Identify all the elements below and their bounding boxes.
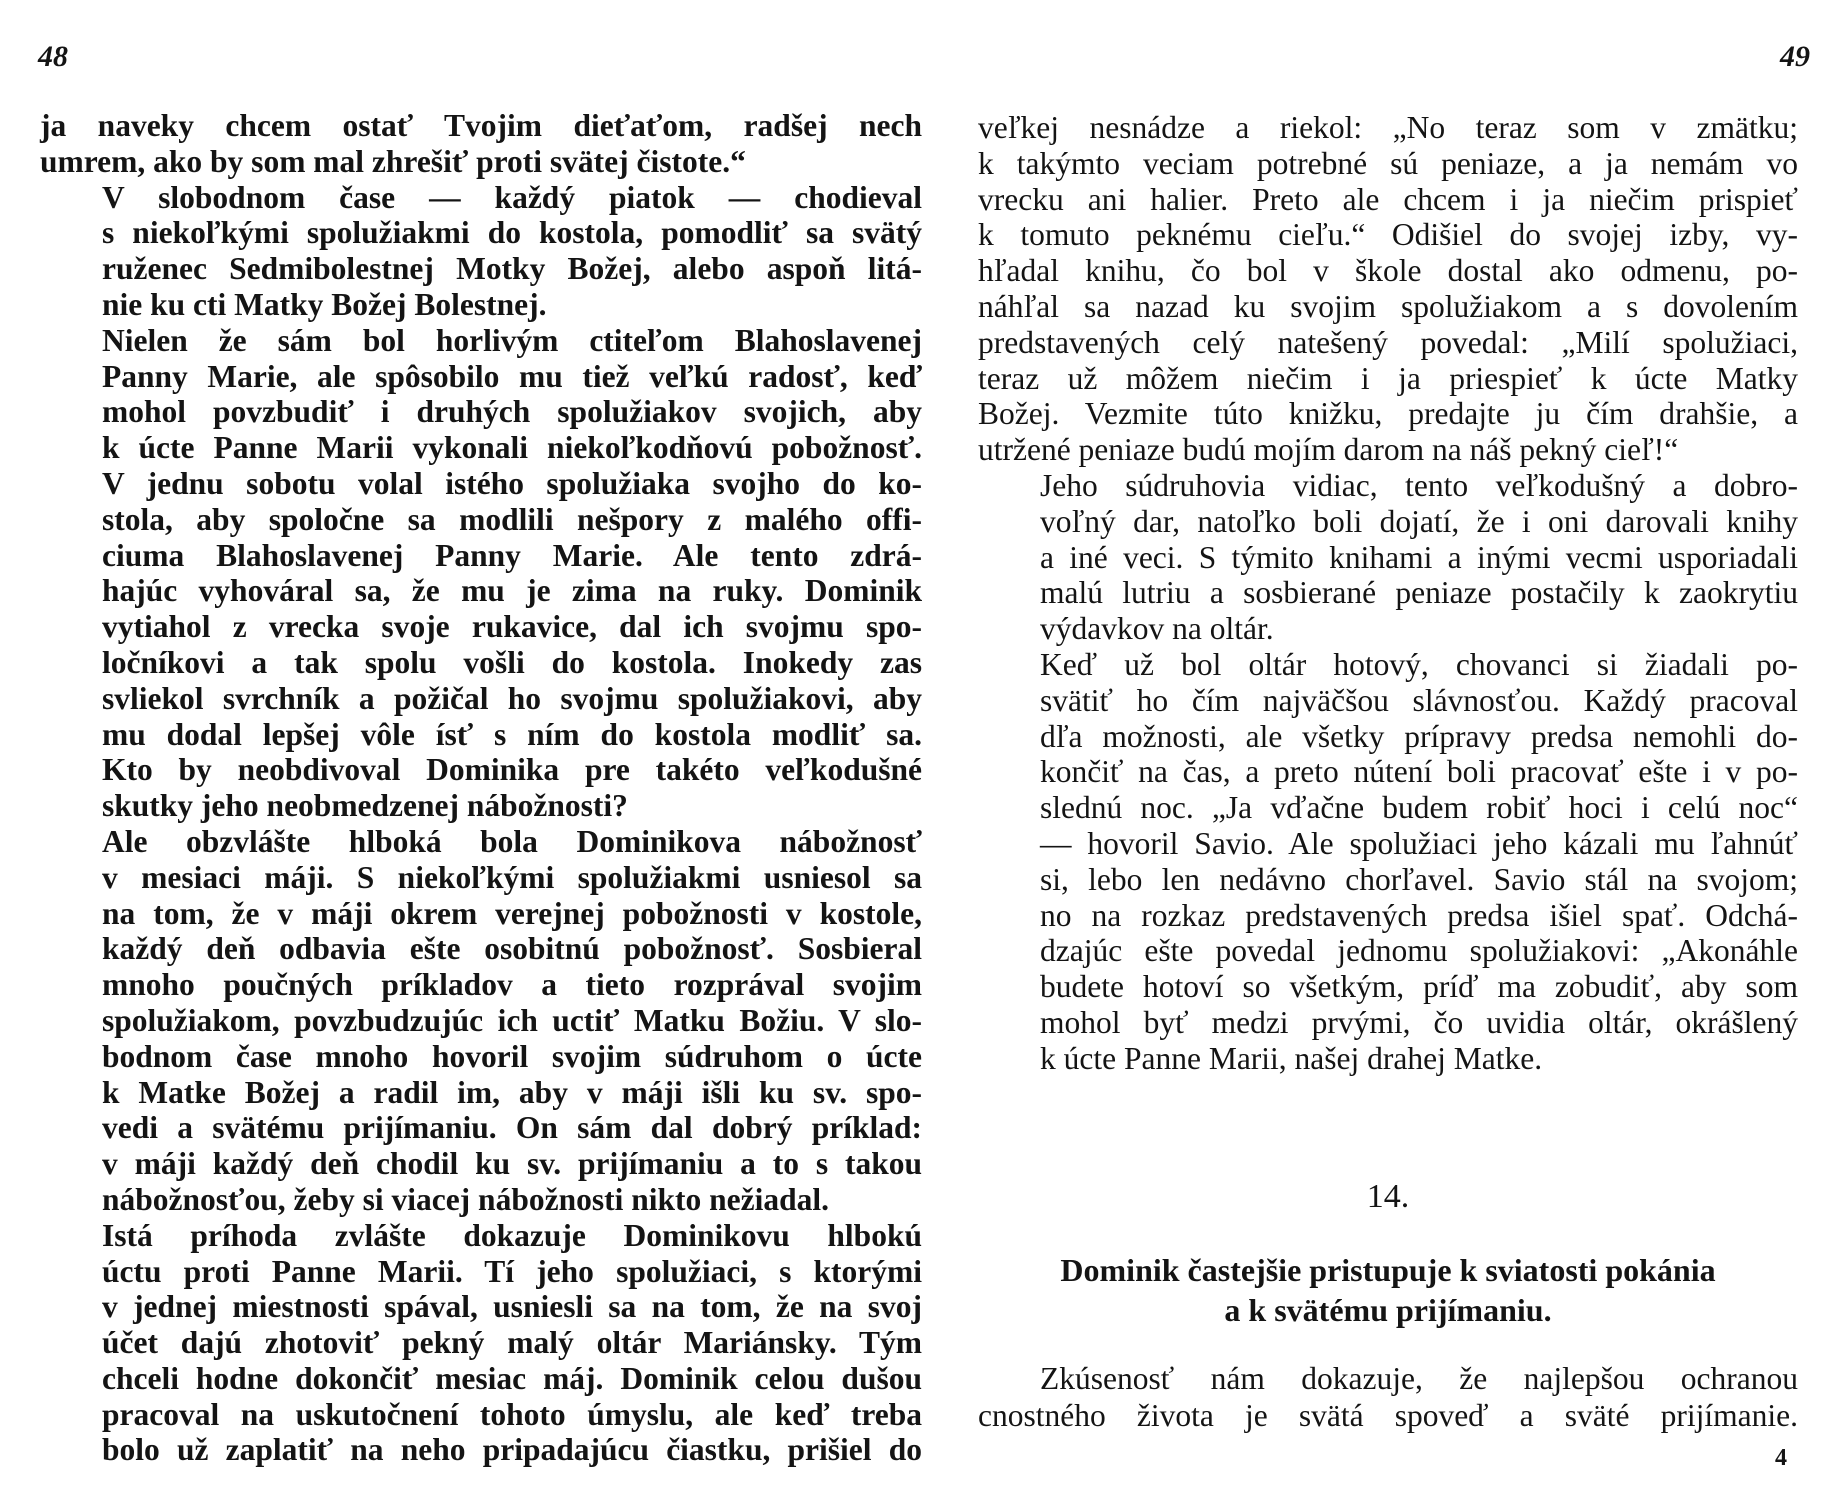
- text-line: malú lutriu a sosbierané peniaze postačily k zaokrytiu: [1040, 575, 1798, 611]
- text-line: náhľal sa nazad ku svojim spolužiakom a s dovolením: [978, 288, 1798, 324]
- text-line: Keď už bol oltár hotový, chovanci si žiadali po-: [1040, 646, 1798, 682]
- text-line: spolužiakom, povzbudzujúc ich uctiť Matku Božiu. V slo-: [102, 1002, 922, 1038]
- text-line: každý deň odbavia ešte osobitnú pobožnosť. Sosbieral: [102, 931, 922, 967]
- paragraph: [40, 323, 922, 824]
- text-line: hajúc vyhováral sa, že mu je zima na ruky. Dominik: [102, 573, 922, 609]
- text-line: svätiť ho čím najväčšou slávnosťou. Každý pracoval: [1040, 682, 1798, 718]
- text-line: Božej. Vezmite túto knižku, predajte ju čím drahšie, a: [978, 396, 1798, 432]
- text-line: Jeho súdruhovia vidiac, tento veľkodušný a dobro-: [1040, 467, 1798, 503]
- text-line: umrem, ako by som mal zhrešiť proti svätej čistote.“: [40, 143, 746, 179]
- text-line: v jednej miestnosti spával, usniesli sa na tom, že na svoj: [102, 1289, 922, 1325]
- text-line: na tom, že v máji okrem verejnej pobožnosti v kostole,: [102, 895, 922, 931]
- text-line: voľný dar, natoľko boli dojatí, že i oni darovali knihy: [1040, 503, 1798, 539]
- text-line: V jednu sobotu volal istého spolužiaka svojho do ko-: [102, 465, 922, 501]
- text-line: si, lebo len nedávno chorľavel. Savio stál na svojom;: [1040, 861, 1798, 897]
- text-line: slednú noc. „Ja vďačne budem robiť hoci i celú noc“: [1040, 790, 1798, 826]
- text-line: stola, aby spoločne sa modlili nešpory z malého offi-: [102, 501, 922, 537]
- left-page-text: [40, 108, 922, 1468]
- page-number-right: 49: [1780, 40, 1810, 73]
- paragraph: [40, 108, 922, 180]
- text-line: Panny Marie, ale spôsobilo mu tiež veľkú radosť, keď: [102, 358, 922, 394]
- text-line: s niekoľkými spolužiakmi do kostola, pomodliť sa svätý: [102, 215, 922, 251]
- text-line: bodnom čase mnoho hovoril svojim súdruhom o úcte: [102, 1038, 922, 1074]
- text-line: budete hotoví so všetkým, príď ma zobudiť, aby som: [1040, 969, 1798, 1005]
- text-line: mnoho poučných príkladov a tieto rozprával svojim: [102, 967, 922, 1003]
- text-line: k tomuto peknému cieľu.“ Odišiel do svojej izby, vy-: [978, 217, 1798, 253]
- text-line: hľadal knihu, čo bol v škole dostal ako odmenu, po-: [978, 253, 1798, 289]
- text-line: V slobodnom čase — každý piatok — chodieval: [102, 179, 922, 215]
- chapter-intro: [978, 1360, 1798, 1434]
- paragraph: [978, 468, 1798, 647]
- chapter-title: [978, 1250, 1798, 1330]
- text-line: dľa možnosti, ale všetky prípravy predsa nemohli do-: [1040, 718, 1798, 754]
- text-line: vytiahol z vrecka svoje rukavice, dal ich svojmu spo-: [102, 609, 922, 645]
- text-line: bolo už zaplatiť na neho pripadajúcu čiastku, prišiel do: [102, 1432, 922, 1468]
- text-line: pracoval na uskutočnení tohoto úmyslu, ale keď treba: [102, 1396, 922, 1432]
- text-line: predstavených celý natešený povedal: „Milí spolužiaci,: [978, 324, 1798, 360]
- text-line: mohol byť medzi prvými, čo uvidia oltár, okrášlený: [1040, 1004, 1798, 1040]
- signature-mark: 4: [1775, 1445, 1787, 1471]
- chapter-intro-line: Zkúsenosť nám dokazuje, že najlepšou ochranou: [1040, 1361, 1798, 1396]
- text-line: svliekol svrchník a požičal ho svojmu spolužiakovi, aby: [102, 680, 922, 716]
- text-line: v mesiaci máji. S niekoľkými spolužiakmi usniesol sa: [102, 859, 922, 895]
- text-line: končiť na čas, a preto nútení boli pracovať ešte i v po-: [1040, 754, 1798, 790]
- text-line: Istá príhoda zvlášte dokazuje Dominikovu hlbokú: [102, 1217, 922, 1253]
- paragraph: [40, 180, 922, 323]
- text-line: mu dodal lepšej vôle ísť s ním do kostola modliť sa.: [102, 716, 922, 752]
- text-line: ciuma Blahoslavenej Panny Marie. Ale tento zdrá-: [102, 537, 922, 573]
- text-line: vrecku ani halier. Preto ale chcem i ja niečim prispieť: [978, 181, 1798, 217]
- text-line: Kto by neobdivoval Dominika pre takéto veľkodušné: [102, 752, 922, 788]
- text-line: ruženec Sedmibolestnej Motky Božej, alebo aspoň litá-: [102, 251, 922, 287]
- chapter-title-line: a k svätému prijímaniu.: [1224, 1292, 1552, 1328]
- text-line: Ale obzvlášte hlboká bola Dominikova nábožnosť: [102, 823, 922, 859]
- paragraph: [978, 110, 1798, 468]
- text-line: dzajúc ešte povedal jednomu spolužiakovi: „Akonáhle: [1040, 933, 1798, 969]
- text-line: nábožnosťou, žeby si viacej nábožnosti nikto nežiadal.: [102, 1181, 829, 1217]
- right-page-text: [978, 110, 1798, 1077]
- text-line: účet dajú zhotoviť pekný malý oltár Mariánsky. Tým: [102, 1325, 922, 1361]
- text-line: vedi a svätému prijímaniu. On sám dal dobrý príklad:: [102, 1110, 922, 1146]
- paragraph: [978, 647, 1798, 1077]
- text-line: skutky jeho neobmedzenej nábožnosti?: [102, 788, 628, 824]
- text-line: Nielen že sám bol horlivým ctiteľom Blahoslavenej: [102, 322, 922, 358]
- text-line: výdavkov na oltár.: [1040, 611, 1274, 647]
- text-line: v máji každý deň chodil ku sv. prijímaniu a to s takou: [102, 1146, 922, 1182]
- text-line: úctu proti Panne Marii. Tí jeho spolužiaci, s ktorými: [102, 1253, 922, 1289]
- text-line: k úcte Panne Marii vykonali niekoľkodňovú pobožnosť.: [102, 430, 922, 466]
- text-line: utržené peniaze budú mojím darom na náš pekný cieľ!“: [978, 432, 1679, 468]
- text-line: k takýmto veciam potrebné sú peniaze, a ja nemám vo: [978, 145, 1798, 181]
- text-line: ja naveky chcem ostať Tvojim dieťaťom, radšej nech: [40, 108, 922, 143]
- chapter-intro-line: cnostného života je svätá spoveď a sväté prijímanie.: [978, 1398, 1798, 1433]
- page-number-left: 48: [38, 40, 68, 73]
- paragraph: [40, 1218, 922, 1469]
- text-line: teraz už môžem niečim i ja priespieť k úcte Matky: [978, 360, 1798, 396]
- text-line: veľkej nesnádze a riekol: „No teraz som v zmätku;: [978, 110, 1798, 145]
- text-line: nie ku cti Matky Božej Bolestnej.: [102, 286, 547, 322]
- paragraph: [40, 824, 922, 1218]
- text-line: k Matke Božej a radil im, aby v máji išli ku sv. spo-: [102, 1074, 922, 1110]
- text-line: no na rozkaz predstavených predsa išiel spať. Odchá-: [1040, 897, 1798, 933]
- text-line: — hovoril Savio. Ale spolužiaci jeho kázali mu ľahnúť: [1040, 825, 1798, 861]
- text-line: k úcte Panne Marii, našej drahej Matke.: [1040, 1040, 1543, 1076]
- chapter-title-line: Dominik častejšie pristupuje k sviatosti pokánia: [1060, 1252, 1716, 1288]
- text-line: a iné veci. S týmito knihami a inými vecmi usporiadali: [1040, 539, 1798, 575]
- text-line: ločníkovi a tak spolu vošli do kostola. Inokedy zas: [102, 644, 922, 680]
- text-line: mohol povzbudiť i druhých spolužiakov svojich, aby: [102, 394, 922, 430]
- text-line: chceli hodne dokončiť mesiac máj. Dominik celou dušou: [102, 1360, 922, 1396]
- chapter-number: 14.: [1366, 1178, 1410, 1215]
